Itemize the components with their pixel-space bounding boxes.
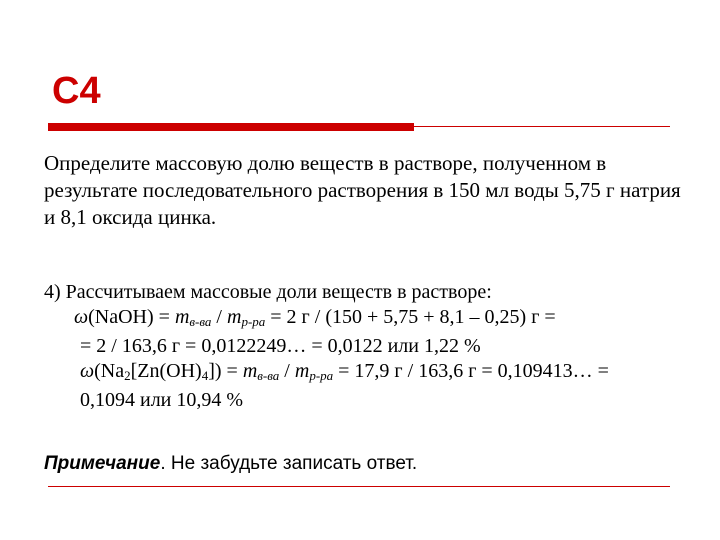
zincate-subscript-2: 2 [124,368,131,383]
naoh-formula: (NaOH) = [88,306,175,328]
mass-solution-symbol: m [226,306,242,328]
mass-solute-subscript: в-ва [189,314,212,329]
zincate-subscript-4: 4 [201,368,209,383]
mass-solution-subscript: р-ра [241,314,266,329]
equation-zincate-line1 [44,359,694,388]
step-heading: 4) Рассчитываем массовые доли веществ в растворе: [44,281,492,303]
omega-symbol: ω [80,360,95,382]
title-divider-line [48,126,670,127]
zincate-formula-a: (Na [94,360,125,382]
solution-block [44,280,694,413]
zincate-formula-b: [Zn(OH) [130,360,202,382]
division-slash: / [211,306,227,328]
note-text: . Не забудьте записать ответ. [160,453,418,474]
naoh-calculation: = 2 г / (150 + 5,75 + 8,1 – 0,25) г = [265,306,556,328]
title-accent-bar [48,123,414,131]
slide-title: C4 [52,70,101,112]
equation-naoh-line2: = 2 / 163,6 г = 0,0122249… = 0,0122 или 1,22 % [80,335,481,357]
mass-solution-symbol: m [294,360,310,382]
mass-solution-subscript: р-ра [309,368,334,383]
equation-naoh-line1 [44,305,694,334]
zincate-formula-c: ]) = [208,360,243,382]
bottom-divider-line [48,486,670,487]
mass-solute-subscript: в-ва [257,368,280,383]
division-slash: / [279,360,295,382]
mass-solute-symbol: m [242,360,258,382]
zincate-calculation: = 17,9 г / 163,6 г = 0,109413… = [333,360,609,382]
problem-statement: Определите массовую долю веществ в растворе, полученном в результате последовательного растворения в 150 мл воды 5,75 г натрия и 8,1 оксида цинка. [44,151,681,229]
omega-symbol: ω [74,306,89,328]
note-label: Примечание [44,453,161,474]
equation-zincate-line2: 0,1094 или 10,94 % [80,389,244,411]
note [44,453,684,475]
mass-solute-symbol: m [174,306,190,328]
